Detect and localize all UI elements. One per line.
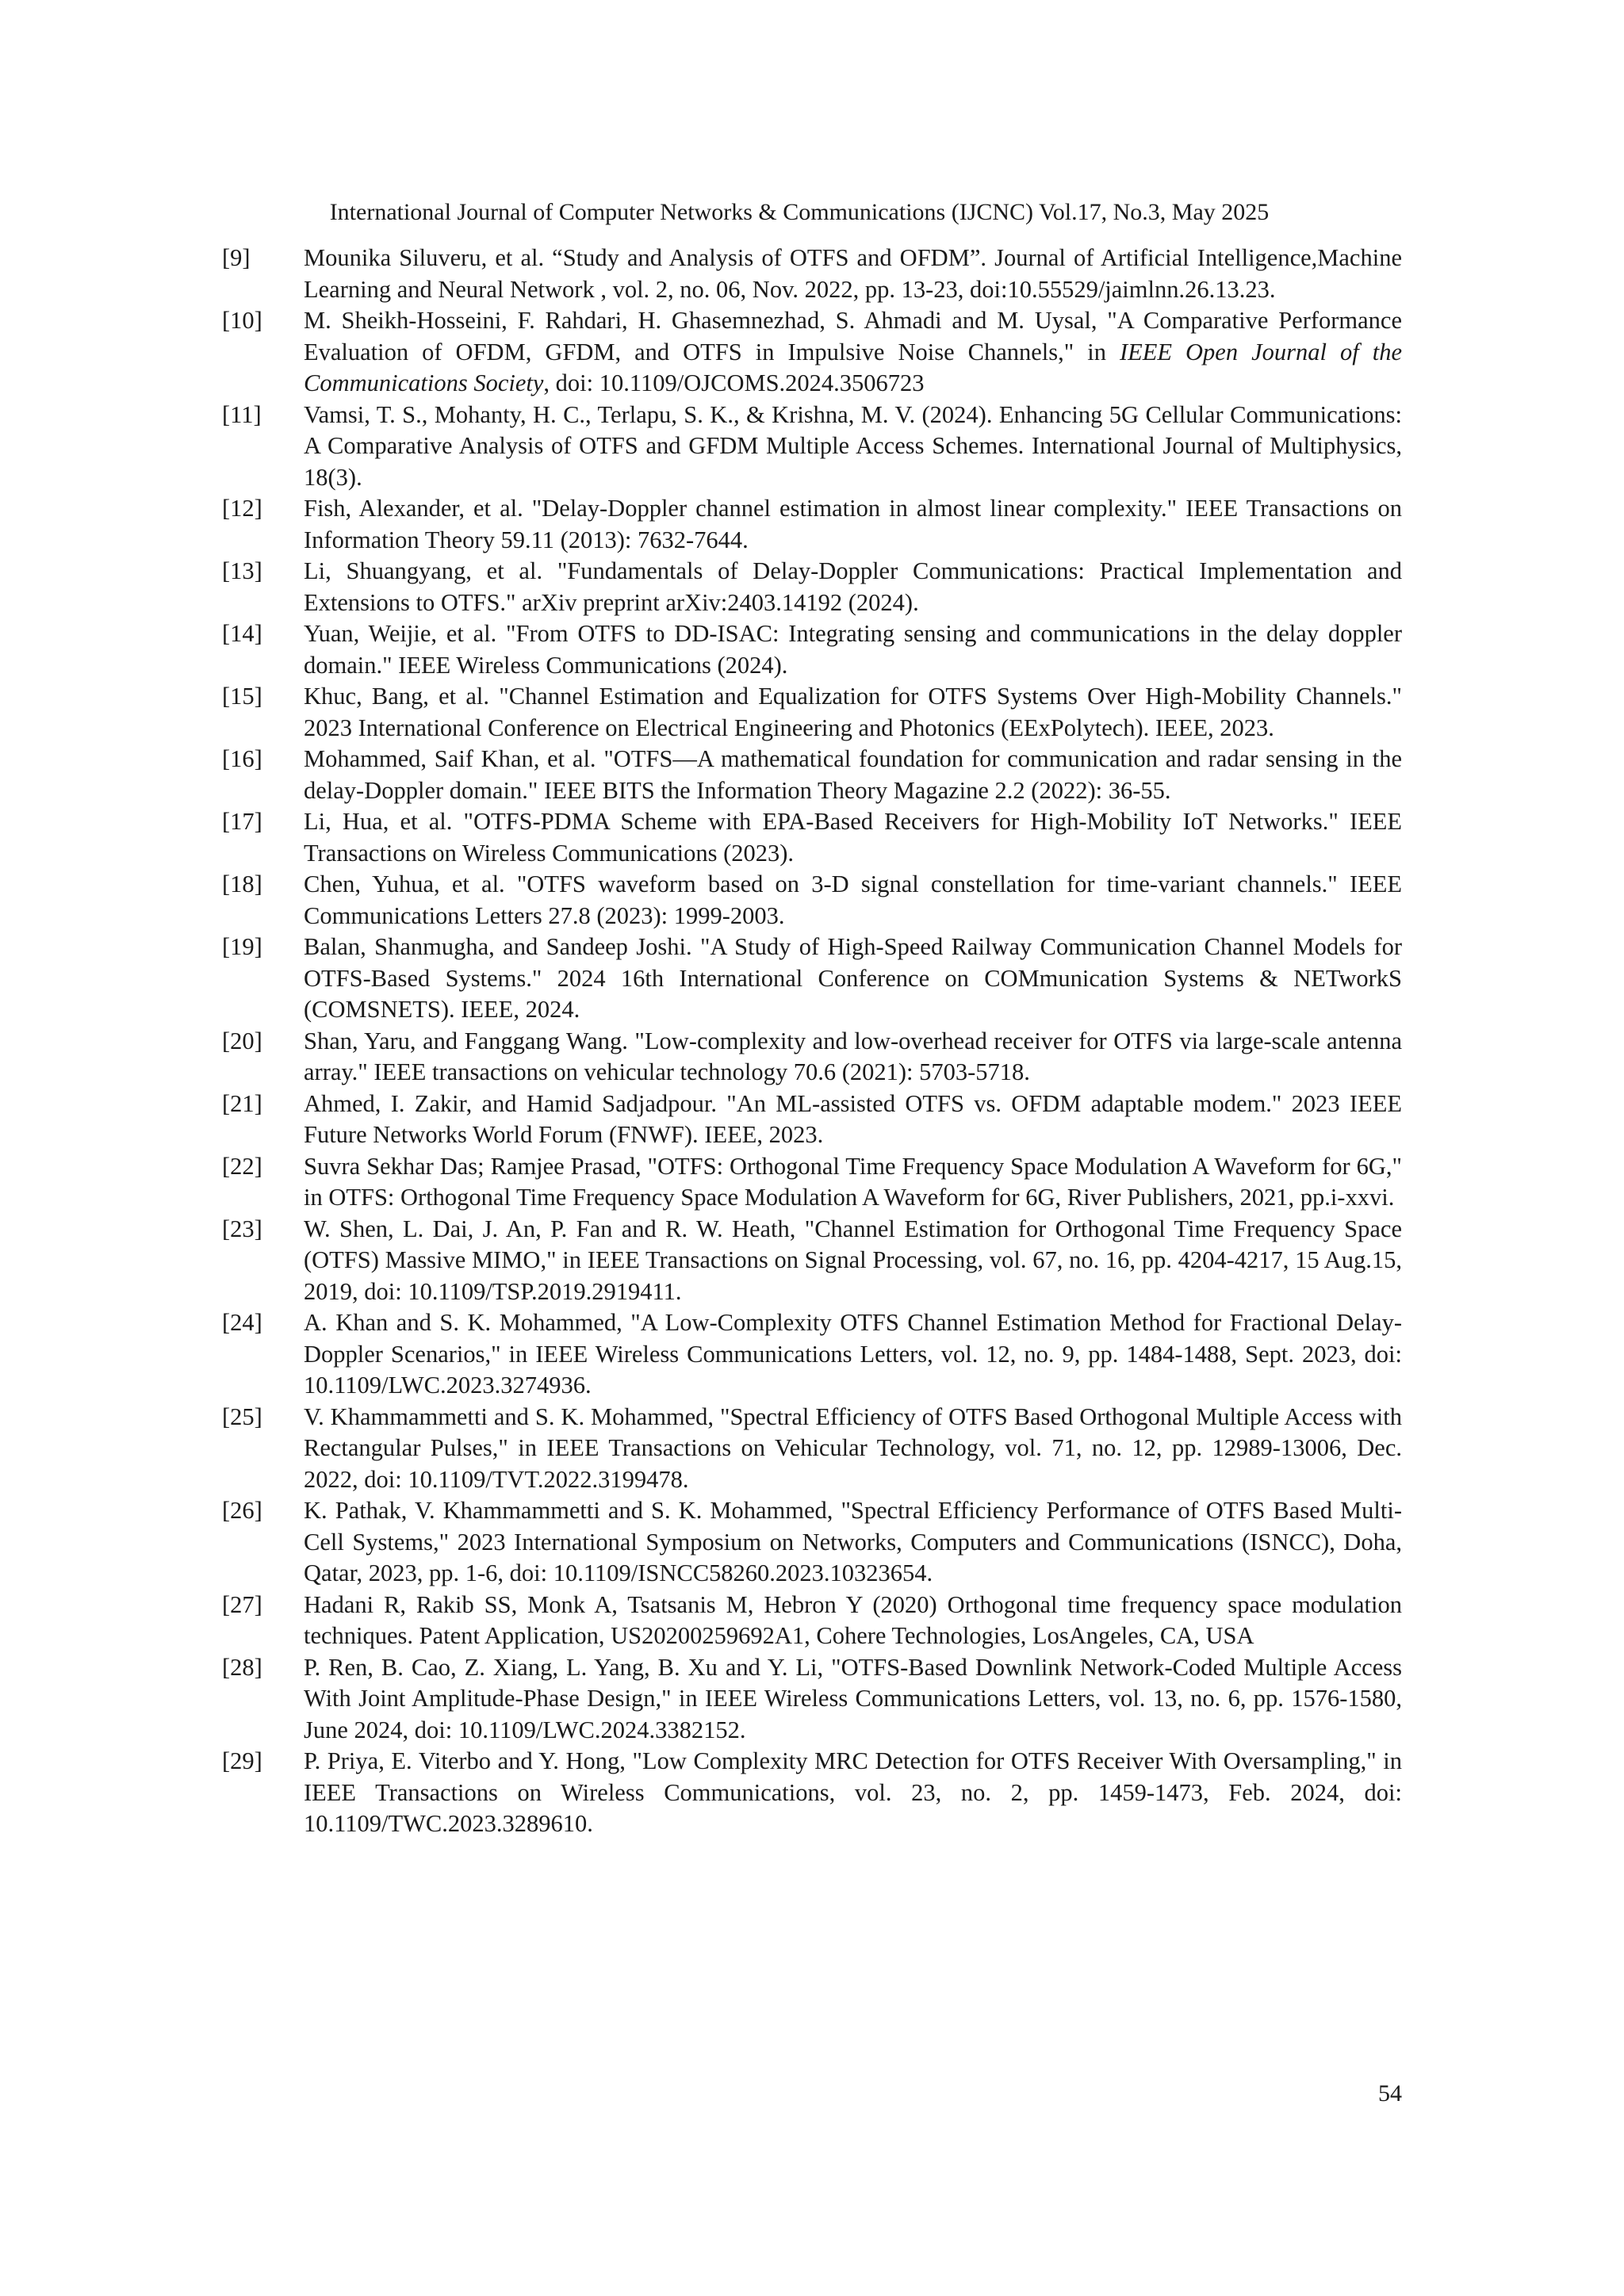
reference-text-part: Fish, Alexander, et al. "Delay-Doppler channel estimation in almost linear complexity." IEEE Transactions on Information Theory 59.11 (2013): 7632-7644. [304, 495, 1402, 553]
reference-text-part: Shan, Yaru, and Fanggang Wang. "Low-complexity and low-overhead receiver for OTFS via large-scale antenna array." IEEE transactions on vehicular technology 70.6 (2021): 5703-5718. [304, 1027, 1402, 1085]
reference-text [304, 1746, 1402, 1840]
reference-item [222, 1652, 1402, 1747]
page-number: 54 [1378, 2080, 1402, 2107]
reference-number: [29] [222, 1747, 262, 1774]
reference-text [304, 1402, 1402, 1496]
reference-text [304, 681, 1402, 744]
reference-item [222, 1214, 1402, 1308]
reference-text-part: M. Sheikh-Hosseini, F. Rahdari, H. Ghasemnezhad, S. Ahmadi and M. Uysal, "A Comparative Performance Evaluation of OFDM, GFDM, and OTFS in Impulsive Noise Channels," in [304, 307, 1402, 365]
reference-number: [13] [222, 557, 262, 584]
reference-number: [28] [222, 1653, 262, 1681]
reference-text-part: A. Khan and S. K. Mohammed, "A Low-Complexity OTFS Channel Estimation Method for Fractional Delay-Doppler Scenarios," in IEEE Wireless Communications Letters, vol. 12, no. 9, pp. 1484-1488, Sept. 2023, doi: 10.1109/LWC.2023.3274936. [304, 1309, 1402, 1399]
reference-item [222, 556, 1402, 618]
reference-item [222, 1746, 1402, 1840]
reference-text-part: , doi: 10.1109/OJCOMS.2024.3506723 [543, 369, 925, 396]
reference-item [222, 1590, 1402, 1652]
reference-item [222, 493, 1402, 556]
reference-text-part: Yuan, Weijie, et al. "From OTFS to DD-ISAC: Integrating sensing and communications in the delay doppler domain." IEEE Wireless Communications (2024). [304, 620, 1402, 679]
reference-item [222, 869, 1402, 932]
reference-text-part: Suvra Sekhar Das; Ramjee Prasad, "OTFS: Orthogonal Time Frequency Space Modulation A Waveform for 6G," in OTFS: Orthogonal Time Frequency Space Modulation A Waveform for 6G, River Publishers, 2021, pp.i-xxvi. [304, 1152, 1402, 1211]
reference-number: [15] [222, 683, 262, 710]
reference-number: [18] [222, 871, 262, 897]
reference-text [304, 493, 1402, 556]
reference-text-part: Li, Hua, et al. "OTFS-PDMA Scheme with EPA-Based Receivers for High-Mobility IoT Networks." IEEE Transactions on Wireless Communications (2023). [304, 808, 1402, 867]
reference-text [304, 744, 1402, 806]
reference-text-part: Li, Shuangyang, et al. "Fundamentals of Delay-Doppler Communications: Practical Implementation and Extensions to OTFS." arXiv preprint arXiv:2403.14192 (2024). [304, 557, 1402, 616]
reference-text [304, 243, 1402, 305]
reference-text [304, 932, 1402, 1026]
reference-number: [11] [222, 400, 262, 428]
reference-text [304, 1151, 1402, 1214]
reference-item [222, 1307, 1402, 1402]
reference-item [222, 806, 1402, 869]
reference-number: [9] [222, 244, 251, 271]
reference-number: [26] [222, 1497, 262, 1524]
reference-item [222, 1026, 1402, 1089]
reference-item [222, 305, 1402, 400]
running-header: International Journal of Computer Networks & Communications (IJCNC) Vol.17, No.3, May 2025 [329, 199, 1270, 225]
reference-item [222, 243, 1402, 305]
reference-item [222, 744, 1402, 806]
reference-text-part: Mohammed, Saif Khan, et al. "OTFS—A mathematical foundation for communication and radar sensing in the delay-Doppler domain." IEEE BITS the Information Theory Magazine 2.2 (2022): 36-55. [304, 745, 1402, 804]
reference-text [304, 400, 1402, 494]
reference-number: [25] [222, 1402, 262, 1430]
reference-number: [10] [222, 307, 262, 334]
reference-list [222, 243, 1402, 1840]
reference-number: [21] [222, 1089, 262, 1117]
reference-item [222, 1151, 1402, 1214]
reference-text-part: P. Ren, B. Cao, Z. Xiang, L. Yang, B. Xu and Y. Li, "OTFS-Based Downlink Network-Coded Multiple Access With Joint Amplitude-Phase Design," in IEEE Wireless Communications Letters, vol. 13, no. 6, pp. 1576-1580, June 2024, doi: 10.1109/LWC.2024.3382152. [304, 1653, 1402, 1743]
reference-number: [17] [222, 808, 262, 835]
reference-item [222, 932, 1402, 1026]
reference-text [304, 1307, 1402, 1402]
reference-text [304, 869, 1402, 932]
reference-text [304, 618, 1402, 681]
reference-item [222, 400, 1402, 494]
reference-item [222, 1495, 1402, 1590]
reference-text-part: K. Pathak, V. Khammammetti and S. K. Mohammed, "Spectral Efficiency Performance of OTFS Based Multi-Cell Systems," 2023 International Symposium on Networks, Computers and Communications (ISNCC), Doha, Qatar, 2023, pp. 1-6, doi: 10.1109/ISNCC58260.2023.10323654. [304, 1497, 1402, 1586]
reference-text [304, 1652, 1402, 1747]
reference-item [222, 1402, 1402, 1496]
reference-number: [20] [222, 1027, 262, 1054]
reference-text-part: Khuc, Bang, et al. "Channel Estimation and Equalization for OTFS Systems Over High-Mobility Channels." 2023 International Conference on Electrical Engineering and Photonics (EExPolytech). IEEE, 2023. [304, 683, 1402, 741]
reference-text-part: Ahmed, I. Zakir, and Hamid Sadjadpour. "An ML-assisted OTFS vs. OFDM adaptable modem." 2023 IEEE Future Networks World Forum (FNWF). IEEE, 2023. [304, 1089, 1402, 1148]
reference-text [304, 806, 1402, 869]
reference-text-part: Mounika Siluveru, et al. “Study and Analysis of OTFS and OFDM”. Journal of Artificial Intelligence,Machine Learning and Neural Network , vol. 2, no. 06, Nov. 2022, pp. 13-23, doi:10.55529/jaimlnn.26.13.23. [304, 244, 1402, 303]
reference-number: [16] [222, 745, 262, 772]
reference-text-part: Chen, Yuhua, et al. "OTFS waveform based on 3-D signal constellation for time-variant channels." IEEE Communications Letters 27.8 (2023): 1999-2003. [304, 871, 1402, 929]
reference-number: [14] [222, 620, 262, 647]
reference-text [304, 1590, 1402, 1652]
reference-text [304, 1026, 1402, 1089]
reference-text-part: Vamsi, T. S., Mohanty, H. C., Terlapu, S. K., & Krishna, M. V. (2024). Enhancing 5G Cellular Communications: A Comparative Analysis of OTFS and GFDM Multiple Access Schemes. International Journal of Multiphysics, 18(3). [304, 400, 1402, 491]
reference-number: [27] [222, 1590, 262, 1618]
reference-text-part: W. Shen, L. Dai, J. An, P. Fan and R. W. Heath, "Channel Estimation for Orthogonal Time Frequency Space (OTFS) Massive MIMO," in IEEE Transactions on Signal Processing, vol. 67, no. 16, pp. 4204-4217, 15 Aug.15, 2019, doi: 10.1109/TSP.2019.2919411. [304, 1215, 1402, 1305]
reference-text-part: V. Khammammetti and S. K. Mohammed, "Spectral Efficiency of OTFS Based Orthogonal Multiple Access with Rectangular Pulses," in IEEE Transactions on Vehicular Technology, vol. 71, no. 12, pp. 12989-13006, Dec. 2022, doi: 10.1109/TVT.2022.3199478. [304, 1402, 1402, 1493]
reference-number: [22] [222, 1152, 262, 1180]
reference-number: [24] [222, 1309, 262, 1336]
reference-text-part: Balan, Shanmugha, and Sandeep Joshi. "A Study of High-Speed Railway Communication Channel Models for OTFS-Based Systems." 2024 16th International Conference on COMmunication Systems & NETworkS (COMSNETS). IEEE, 2024. [304, 933, 1402, 1023]
reference-text-part: P. Priya, E. Viterbo and Y. Hong, "Low Complexity MRC Detection for OTFS Receiver With Oversampling," in IEEE Transactions on Wireless Communications, vol. 23, no. 2, pp. 1459-1473, Feb. 2024, doi: 10.1109/TWC.2023.3289610. [304, 1747, 1402, 1837]
reference-item [222, 681, 1402, 744]
reference-text [304, 1089, 1402, 1151]
reference-number: [12] [222, 495, 262, 522]
reference-item [222, 1089, 1402, 1151]
reference-text [304, 1214, 1402, 1308]
reference-text [304, 305, 1402, 400]
reference-text-part: Hadani R, Rakib SS, Monk A, Tsatsanis M, Hebron Y (2020) Orthogonal time frequency space modulation techniques. Patent Application, US20200259692A1, Cohere Technologies, LosAngeles, CA, USA [304, 1590, 1402, 1649]
reference-text [304, 556, 1402, 618]
reference-number: [19] [222, 933, 262, 960]
reference-venue-italic: IEEE Open Journal of the Communications Society [304, 338, 1402, 396]
reference-text [304, 1495, 1402, 1590]
reference-item [222, 618, 1402, 681]
reference-number: [23] [222, 1215, 262, 1242]
